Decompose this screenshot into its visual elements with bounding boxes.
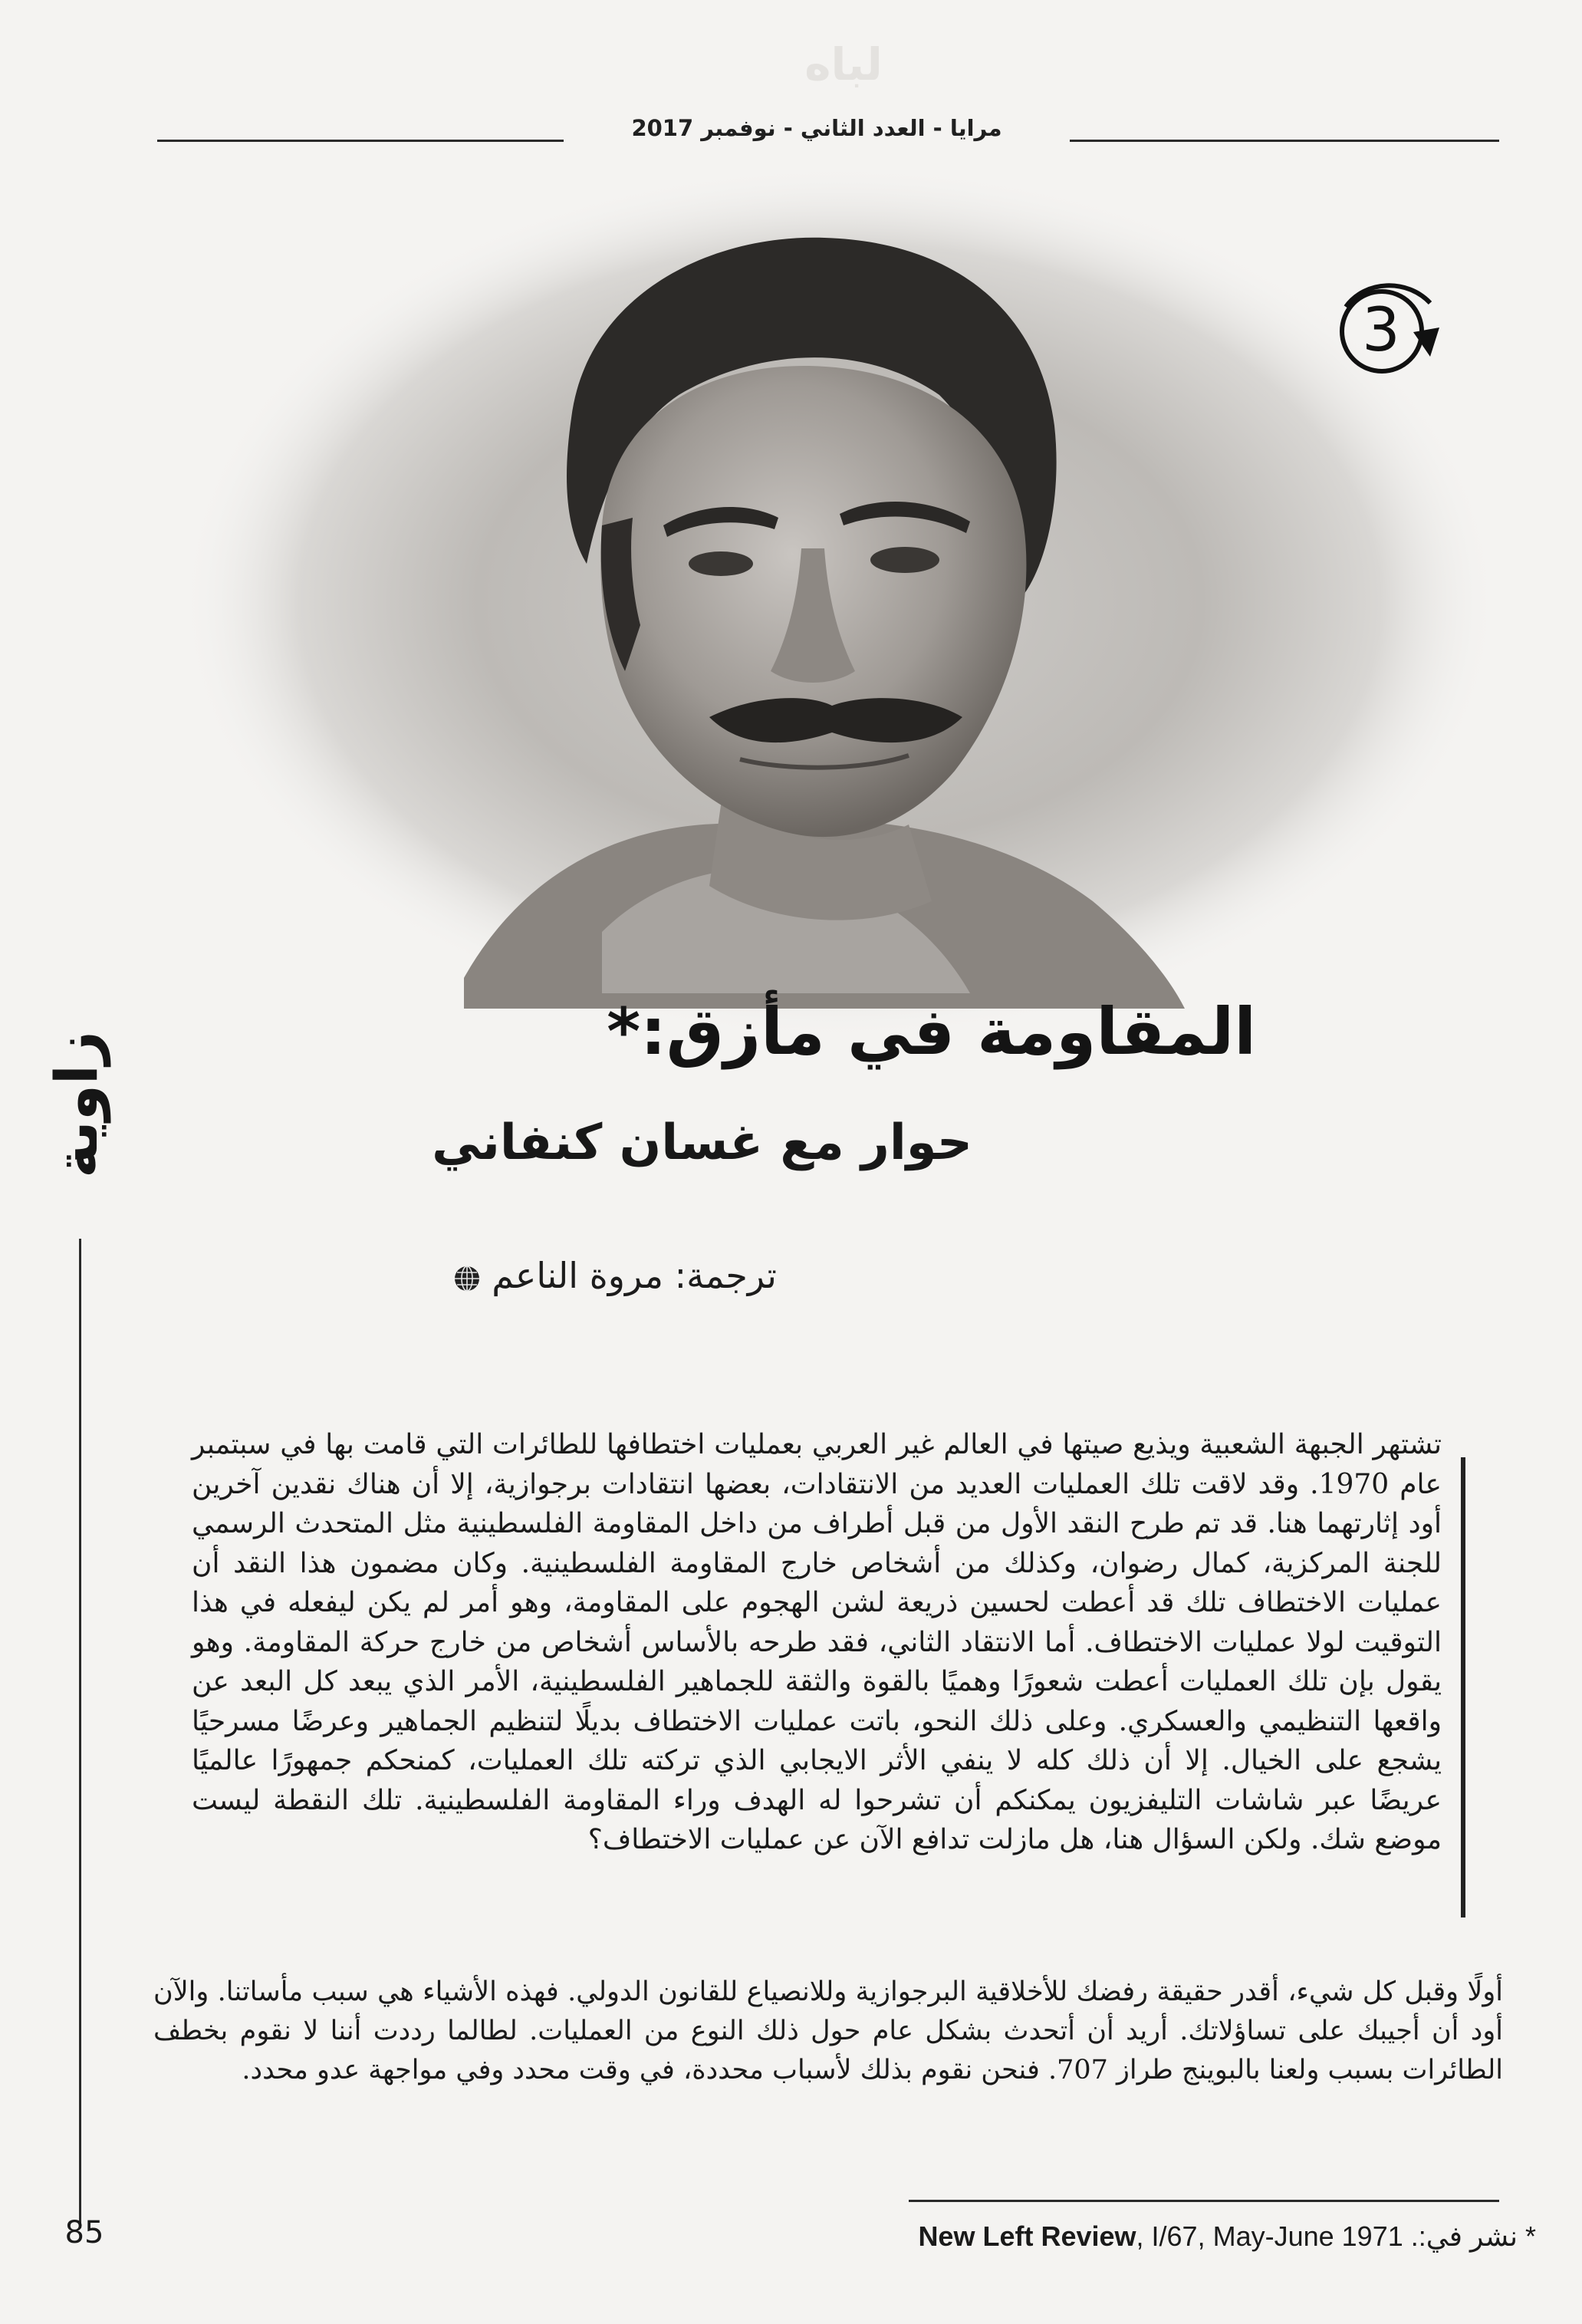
footnote bbox=[616, 2220, 1536, 2253]
translator-credit bbox=[163, 1249, 777, 1302]
footnote-prefix: * نشر في:. bbox=[1410, 2220, 1536, 2252]
side-rule bbox=[79, 1239, 81, 2228]
ghost-header-text: لباه bbox=[804, 38, 883, 91]
answer-paragraph: أولًا وقبل كل شيء، أقدر حقيقة رفضك للأخلاقية البرجوازية وللانصياع للقانون الدولي. فهذه الأشياء هي سبب مأساتنا. والآن أود أن أجيبك على تساؤلاتك. أريد أن أتحدث بشكل عام حول ذلك النوع من العمليات. لطالما رددت أننا لا نقوم بخطف الطائرات بسبب ولعنا بالبوينج طراز 707. فنحن نقوم بذلك لأسباب محددة، في وقت محدد وفي مواجهة عدو محدد. bbox=[153, 1977, 1503, 2085]
footnote-rule bbox=[909, 2200, 1499, 2202]
portrait-photo bbox=[173, 165, 1507, 1039]
footnote-details: , I/67, May-June 1971 bbox=[1136, 2220, 1403, 2252]
footnote-source: New Left Review bbox=[918, 2220, 1136, 2252]
page-number: 85 bbox=[64, 2215, 104, 2250]
interview-question bbox=[192, 1425, 1442, 1860]
section-label: زاوية bbox=[42, 1031, 110, 1178]
intro-sidebar-rule bbox=[1461, 1457, 1465, 1917]
running-header: مرايا - العدد الثاني - نوفمبر 2017 bbox=[631, 115, 1002, 141]
article-title: المقاومة في مأزق:* bbox=[607, 994, 1256, 1069]
header-rule-left bbox=[157, 140, 564, 142]
interview-answer bbox=[153, 1973, 1503, 2090]
article-subtitle: حوار مع غسان كنفاني bbox=[432, 1114, 972, 1171]
question-paragraph: تشتهر الجبهة الشعبية ويذيع صيتها في العالم غير العربي بعمليات اختطافها للطائرات التي قامت بها في سبتمبر عام 1970. وقد لاقت تلك العمليات العديد من الانتقادات، بعضها انتقادات برجوازية، إلا أن هناك نقدين آخرين أود إثارتهما هنا. قد تم طرح النقد الأول من قبل أطراف من داخل المقاومة الفلسطينية مثل المتحدث الرسمي للجنة المركزية، كمال رضوان، وكذلك من أشخاص خارج المقاومة الفلسطينية. وكان مضمون هذا النقد أن عمليات الاختطاف تلك قد أعطت لحسين ذريعة لشن الهجوم على المقاومة، وهو أمر لم يكن ليفعله في هذا التوقيت لولا عمليات الاختطاف. أما الانتقاد الثاني، فقد طرحه بالأساس أشخاص من خارج حركة المقاومة. وهو يقول بإن تلك العمليات أعطت شعورًا وهميًا بالقوة والثقة للجماهير الفلسطينية، الأمر الذي يبعد كل البعد عن واقعها التنظيمي والعسكري. وعلى ذلك النحو، باتت عمليات الاختطاف بديلًا لتنظيم الجماهير وعرضًا مسرحيًا يشجع على الخيال. إلا أن ذلك كله لا ينفي الأثر الايجابي الذي تركته تلك العمليات، كمنحكم جمهورًا عالميًا عريضًا عبر شاشات التليفزيون يمكنكم أن تشرحوا له الهدف وراء المقاومة الفلسطينية. تلك النقطة ليست موضع شك. ولكن السؤال هنا، هل مازلت تدافع الآن عن عمليات الاختطاف؟ bbox=[192, 1429, 1442, 1855]
episode-number: 3 bbox=[1362, 296, 1400, 365]
header-rule-right bbox=[1070, 140, 1499, 142]
globe-icon bbox=[453, 1265, 481, 1292]
translator-name: ترجمة: مروة الناعم bbox=[492, 1255, 777, 1296]
